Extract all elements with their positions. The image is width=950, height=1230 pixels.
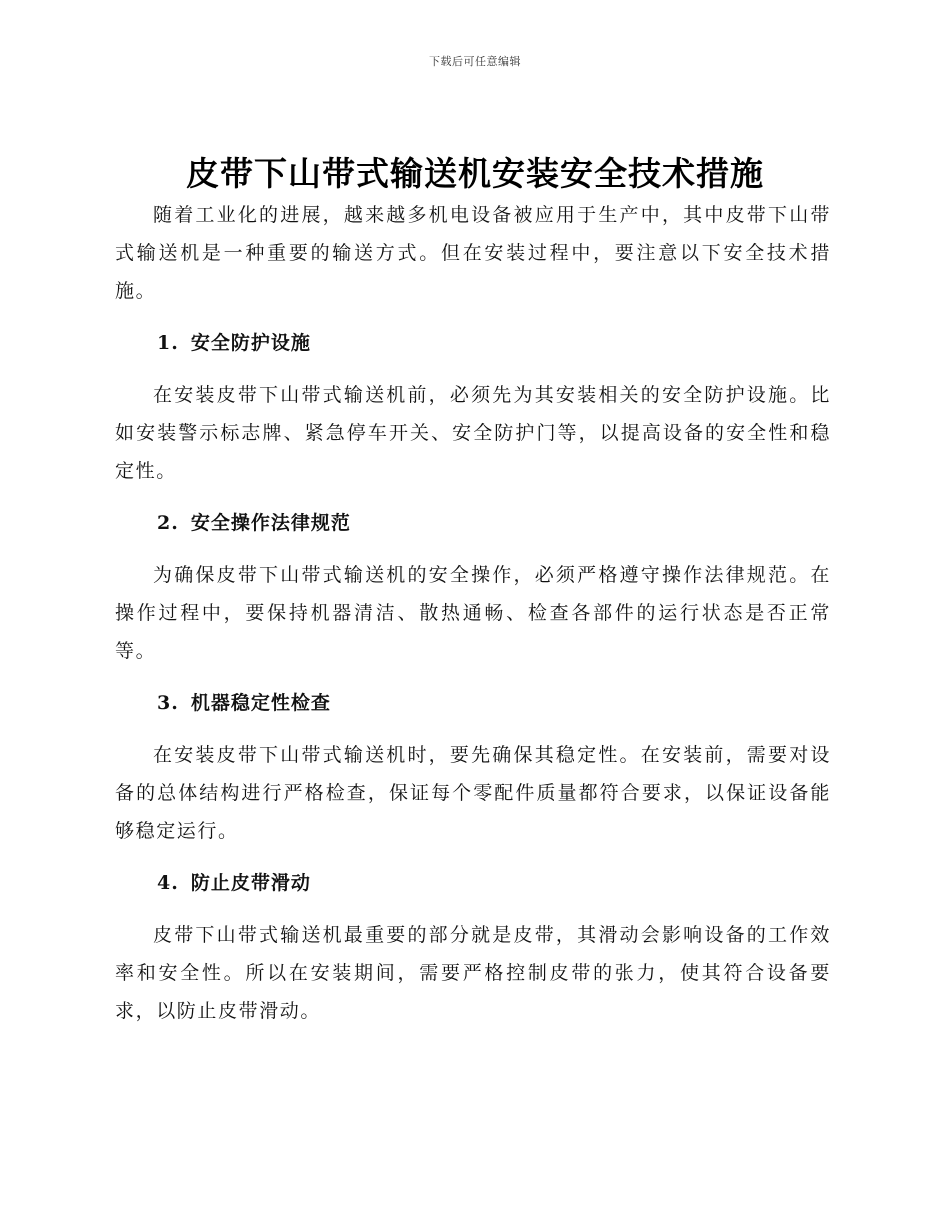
section-paragraph-1: 在安装皮带下山带式输送机前，必须先为其安装相关的安全防护设施。比如安装警示标志牌、紧急停车开关、安全防护门等，以提高设备的安全性和稳定性。 [115, 384, 831, 482]
section-title: 防止皮带滑动 [190, 872, 311, 894]
section-title: 安全防护设施 [190, 332, 311, 354]
section-heading-2 [115, 504, 831, 542]
section-paragraph-4: 皮带下山带式输送机最重要的部分就是皮带，其滑动会影响设备的工作效率和安全性。所以在安装期间，需要严格控制皮带的张力，使其符合设备要求，以防止皮带滑动。 [115, 924, 831, 1022]
section-heading-1 [115, 324, 831, 362]
section-heading-4 [115, 864, 831, 902]
section-heading-3 [115, 684, 831, 722]
section-title: 机器稳定性检查 [190, 692, 331, 714]
intro-paragraph: 随着工业化的进展，越来越多机电设备被应用于生产中，其中皮带下山带式输送机是一种重要的输送方式。但在安装过程中，要注意以下安全技术措施。 [115, 204, 831, 302]
section-number: 1. [157, 332, 179, 354]
document-title: 皮带下山带式输送机安装安全技术措施 [186, 154, 764, 193]
section-title: 安全操作法律规范 [190, 512, 351, 534]
header-note: 下载后可任意编辑 [429, 55, 521, 68]
section-number: 3. [157, 692, 179, 714]
section-paragraph-3: 在安装皮带下山带式输送机时，要先确保其稳定性。在安装前，需要对设备的总体结构进行严格检查，保证每个零配件质量都符合要求，以保证设备能够稳定运行。 [115, 744, 831, 842]
section-number: 4. [157, 872, 179, 894]
section-number: 2. [157, 512, 179, 534]
section-paragraph-2: 为确保皮带下山带式输送机的安全操作，必须严格遵守操作法律规范。在操作过程中，要保持机器清洁、散热通畅、检查各部件的运行状态是否正常等。 [115, 564, 831, 662]
document-body [115, 196, 831, 1030]
